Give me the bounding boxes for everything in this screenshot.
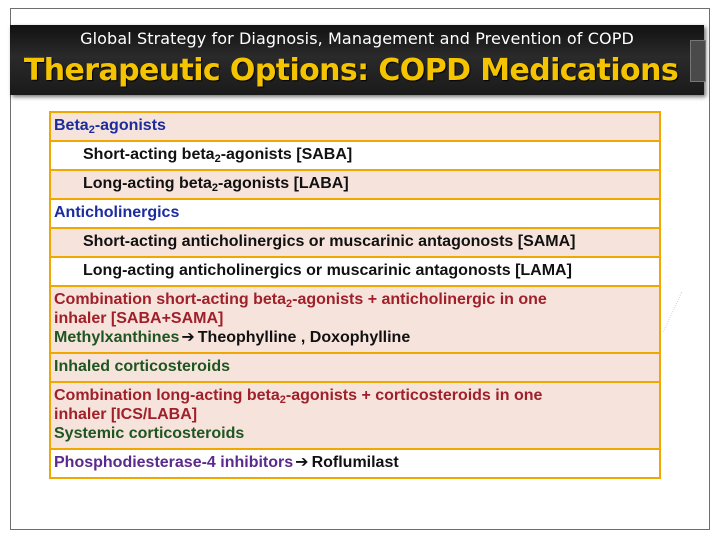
row-inhaled-corticosteroids (51, 352, 659, 381)
row-line-3 (54, 328, 655, 347)
row-line-2: inhaler [SABA+SAMA] (54, 310, 224, 327)
pde4-value: Roflumilast (311, 454, 399, 471)
subscript: 2 (88, 124, 95, 136)
row-text: Combination long-acting beta (54, 387, 280, 404)
slide-header (10, 25, 704, 95)
slide-title: Therapeutic Options: COPD Medications (23, 53, 679, 88)
row-text: Short-acting anticholinergics or muscarinic antagonosts [SAMA] (83, 233, 576, 250)
row-line-2: inhaler [ICS/LABA] (54, 406, 198, 423)
row-line (54, 386, 655, 405)
row-saba (51, 140, 659, 169)
row-text: -agonists + corticosteroids in one (285, 387, 543, 404)
row-saba-sama-combination (51, 285, 659, 352)
row-text: Long-acting beta (83, 175, 212, 192)
row-text: -agonists [SABA] (220, 146, 353, 163)
row-beta2-agonists (51, 113, 659, 140)
row-ics-laba-combination (51, 381, 659, 448)
row-text: -agonists [LABA] (218, 175, 349, 192)
row-anticholinergics (51, 198, 659, 227)
subscript: 2 (214, 153, 221, 165)
row-text: -agonists + anticholinergic in one (292, 291, 547, 308)
row-text: Anticholinergics (54, 204, 180, 221)
subscript: 2 (279, 394, 286, 406)
row-laba (51, 169, 659, 198)
row-sama (51, 227, 659, 256)
row-text: Short-acting beta (83, 146, 215, 163)
subscript: 2 (211, 182, 219, 194)
row-line (54, 290, 655, 309)
pde4-label: Phosphodiesterase-4 inhibitors (54, 454, 294, 471)
row-text: Inhaled corticosteroids (54, 358, 231, 375)
medications-table (49, 111, 661, 479)
slide-subtitle: Global Strategy for Diagnosis, Management and Prevention of COPD (80, 29, 634, 48)
row-text: Beta (54, 117, 89, 134)
right-arrow-icon: ➔ (181, 329, 195, 346)
row-text: -agonists (94, 117, 166, 134)
row-text: Long-acting anticholinergics or muscarinic antagonosts [LAMA] (83, 262, 572, 279)
methylxanthines-value: Theophylline , Doxophylline (197, 329, 411, 346)
methylxanthines-label: Methylxanthines (54, 329, 180, 346)
row-lama (51, 256, 659, 285)
row-line-3: Systemic corticosteroids (54, 425, 245, 442)
right-arrow-icon: ➔ (295, 454, 309, 471)
subscript: 2 (286, 298, 293, 310)
row-pde4-inhibitors (51, 448, 659, 477)
row-text: Combination short-acting beta (54, 291, 286, 308)
